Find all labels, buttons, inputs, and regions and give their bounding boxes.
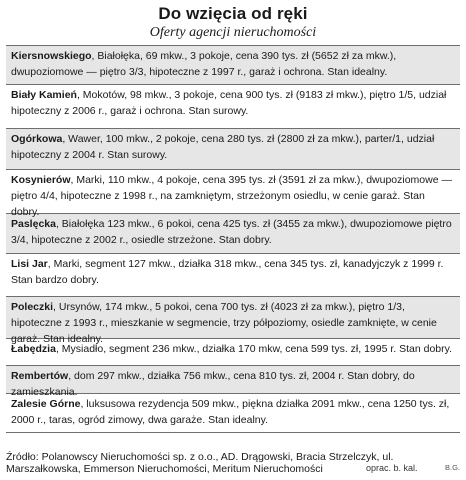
- listing-name: Łabędzia: [11, 343, 56, 355]
- listing-item: [6, 338, 460, 365]
- listing-name: Poleczki: [11, 301, 54, 313]
- source-note: Źródło: Polanowscy Nieruchomości sp. z o.o., AD. Drągowski, Bracia Strzelczyk, ul. Marszałkowska, Emmerson Nieruchomości, Meritum Nieruchomości: [6, 451, 394, 475]
- page-title: Do wzięcia od ręki: [158, 4, 308, 23]
- listing-item: [6, 128, 460, 169]
- listing-name: Kosynierów: [11, 174, 71, 186]
- listing-item: [6, 365, 460, 398]
- listing-details: , Ursynów, 174 mkw., 5 pokoi, cena 700 tys. zł (4023 zł za mkw.), piętro 1/3, hipoteczne z 1993 r., mieszkanie w segmencie, trzy półpoziomy, osiedle zamknięte, w cenie garaż. Stan idealny.: [11, 301, 437, 345]
- listing-item: [6, 169, 460, 218]
- listing-item: [6, 393, 460, 433]
- listing-name: Zalesie Górne: [11, 398, 81, 410]
- listing-name: Lisi Jar: [11, 258, 48, 270]
- listing-details: , Białołęka 123 mkw., 6 pokoi, cena 425 tys. zł (3455 za mkw.), dwupoziomowe piętro 3/4, hipoteczne z 2002 r., osiedle strzeżone. Stan dobry.: [11, 218, 452, 246]
- listing-details: , Wawer, 100 mkw., 2 pokoje, cena 280 tys. zł (2800 zł za mkw.), parter/1, udział hipoteczny z 2004 r. Stan surowy.: [11, 133, 435, 161]
- listing-details: , Marki, segment 127 mkw., działka 318 mkw., cena 345 tys. zł, kanadyjczyk z 1999 r. Stan bardzo dobry.: [11, 258, 444, 286]
- listing-details: , Białołęka, 69 mkw., 3 pokoje, cena 390 tys. zł (5652 zł za mkw.), dwupoziomowe — piętro 3/3, hipoteczne z 1997 r., garaż i ochrona. Stan idealny.: [11, 50, 397, 78]
- listing-item: [6, 253, 460, 296]
- listing-details: , Mokotów, 98 mkw., 3 pokoje, cena 900 tys. zł (9183 zł mkw.), piętro 1/5, udział hipoteczny z 2006 r., garaż i ochrona. Stan surowy.: [11, 89, 447, 117]
- author-initials: B.G.: [445, 463, 461, 472]
- credit-note: oprac. b. kal.: [366, 463, 418, 473]
- listing-name: Rembertów: [11, 370, 69, 382]
- listing-name: Ogórkowa: [11, 133, 63, 145]
- listing-name: Paslęcka: [11, 218, 56, 230]
- listing-name: Kiersnowskiego: [11, 50, 92, 62]
- listing-details: , Marki, 110 mkw., 4 pokoje, cena 395 tys. zł (3591 zł za mkw.), dwupoziomowe — piętro 4/4, hipoteczne z 1998 r., na zamkniętym, strzeżonym osiedlu, w cenie garaż. Stan dobry.: [11, 174, 452, 218]
- listing-item: [6, 45, 460, 84]
- listing-item: [6, 84, 460, 128]
- listing-details: , luksusowa rezydencja 509 mkw., piękna działka 2091 mkw., cena 1250 tys. zł, 2000 r., taras, ogród zimowy, dwa garaże. Stan idealny.: [11, 398, 450, 426]
- page-subtitle: Oferty agencji nieruchomości: [149, 25, 317, 40]
- listing-details: , Mysiadło, segment 236 mkw., działka 170 mkw, cena 599 tys. zł, 1995 r. Stan dobry.: [55, 343, 453, 355]
- listing-item: [6, 213, 460, 253]
- listing-name: Biały Kamień: [11, 89, 77, 101]
- listing-item: [6, 296, 460, 345]
- listing-details: , dom 297 mkw., działka 756 mkw., cena 810 tys. zł, 2004 r. Stan dobry, do zamieszkania.: [11, 370, 415, 398]
